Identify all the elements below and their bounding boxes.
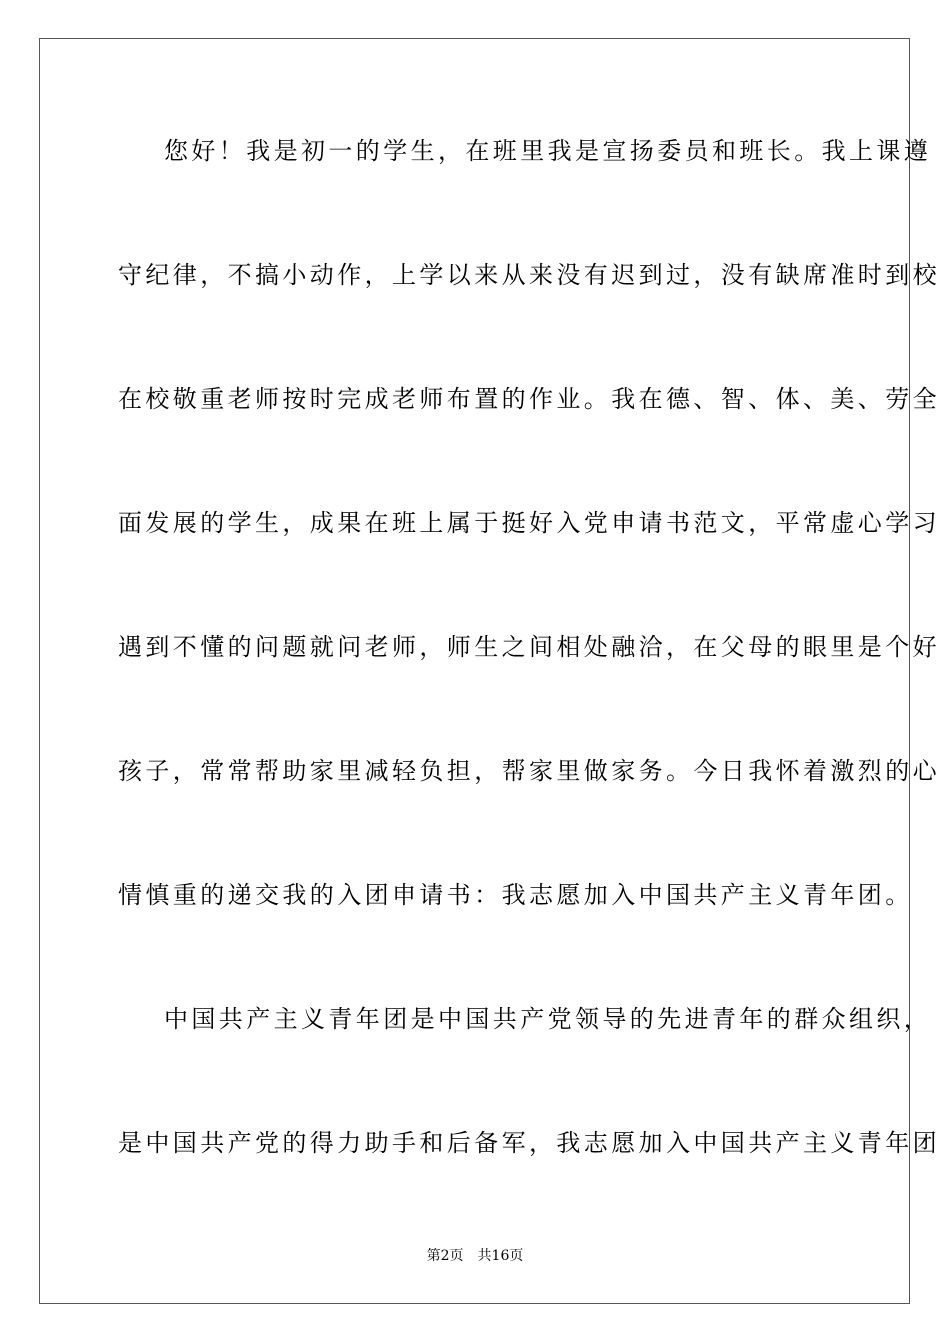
page-footer [0, 1247, 950, 1265]
paragraph-line: 中国共产主义青年团是中国共产党领导的先进青年的群众组织， [164, 1005, 932, 1033]
paragraph-line: 您好！我是初一的学生，在班里我是宣扬委员和班长。我上课遵 [164, 137, 932, 165]
page-border [39, 38, 940, 1304]
page-number: 第2页 [426, 1248, 464, 1264]
paragraph-line: 遇到不懂的问题就问老师，师生之间相处融洽，在父母的眼里是个好 [118, 633, 940, 661]
paragraph-line: 情慎重的递交我的入团申请书：我志愿加入中国共产主义青年团。 [118, 881, 913, 909]
paragraph-line: 守纪律，不搞小动作，上学以来从来没有迟到过，没有缺席准时到校 [118, 261, 940, 289]
paragraph-line: 是中国共产党的得力助手和后备军，我志愿加入中国共产主义青年团 [118, 1129, 940, 1157]
total-pages: 共16页 [477, 1248, 524, 1264]
paragraph-line: 面发展的学生，成果在班上属于挺好入党申请书范文，平常虚心学习 [118, 509, 940, 537]
paragraph-line: 孩子，常常帮助家里减轻负担，帮家里做家务。今日我怀着激烈的心 [118, 757, 940, 785]
paragraph-line: 在校敬重老师按时完成老师布置的作业。我在德、智、体、美、劳全 [118, 385, 940, 413]
